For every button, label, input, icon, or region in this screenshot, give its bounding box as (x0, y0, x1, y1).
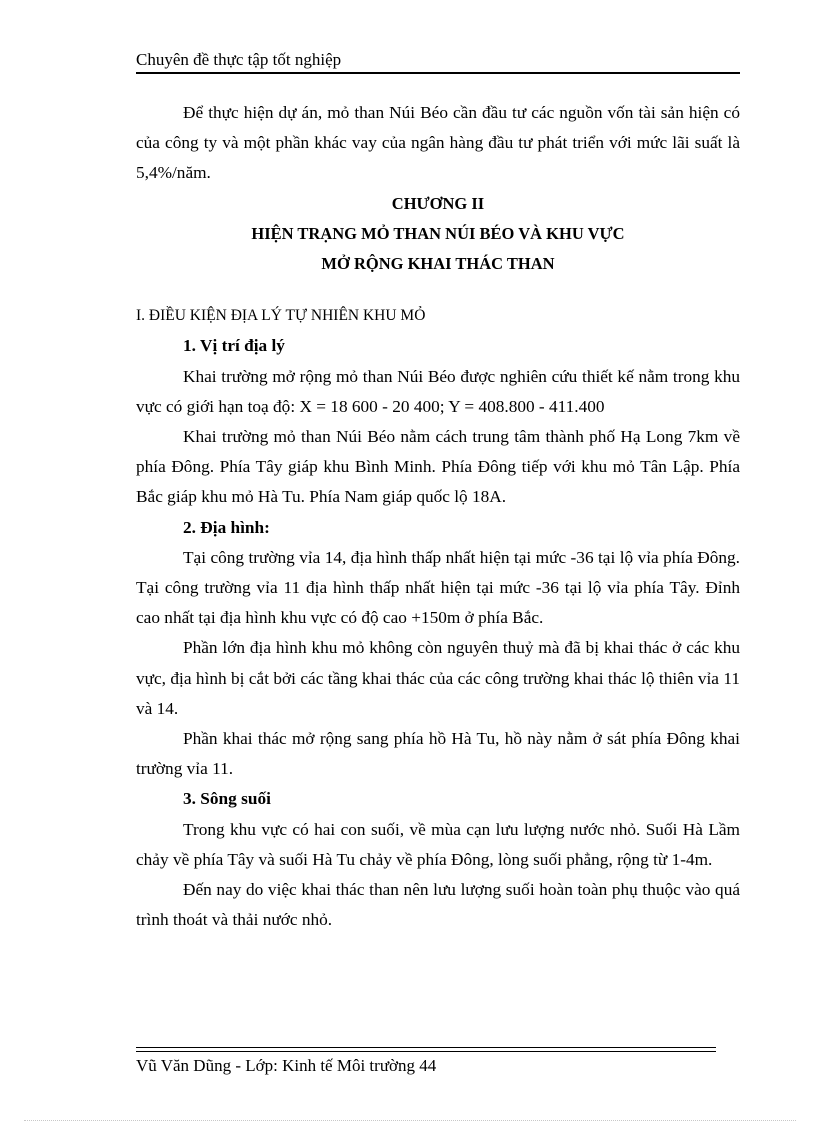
section-title: I. ĐIỀU KIỆN ĐỊA LÝ TỰ NHIÊN KHU MỎ (136, 307, 426, 325)
location-paragraph-2: Khai trường mỏ than Núi Béo nằm cách trung tâm thành phố Hạ Long 7km về phía Đông. Phía Tây giáp khu Bình Minh. Phía Đông tiếp với khu mỏ Tân Lập. Phía Bắc giáp khu mỏ Hà Tu. Phía Nam giáp quốc lộ 18A. (136, 427, 740, 507)
chapter-label: CHƯƠNG II (391, 193, 485, 213)
page-header: Chuyên đề thực tập tốt nghiệp (136, 48, 740, 74)
terrain-paragraph-2: Phần lớn địa hình khu mỏ không còn nguyên thuỷ mà đã bị khai thác ở các khu vực, địa hình bị cắt bởi các tầng khai thác của các công trường khai thác lộ thiên vỉa 11 và 14. (136, 638, 740, 718)
terrain-paragraph-3: Phần khai thác mở rộng sang phía hồ Hà Tu, hồ này nằm ở sát phía Đông khai trường vỉa 11. (136, 729, 740, 779)
streams-paragraph-2: Đến nay do việc khai thác than nên lưu lượng suối hoàn toàn phụ thuộc vào quá trình thoát và thải nước nhỏ. (136, 880, 740, 930)
subsection-title-location: 1. Vị trí địa lý (183, 336, 285, 356)
page-footer: Vũ Văn Dũng - Lớp: Kinh tế Môi trường 44 (136, 1056, 437, 1075)
footer-divider (136, 1047, 716, 1052)
intro-paragraph: Để thực hiện dự án, mỏ than Núi Béo cần đầu tư các nguồn vốn tài sản hiện có của công ty và một phần khác vay của ngân hàng đầu tư phát triển với mức lãi suất là 5,4%/năm. (136, 103, 740, 183)
page-edge-line (24, 1120, 796, 1121)
streams-paragraph-1: Trong khu vực có hai con suối, về mùa cạn lưu lượng nước nhỏ. Suối Hà Lầm chảy về phía Tây và suối Hà Tu chảy về phía Đông, lòng suối phẳng, rộng từ 1-4m. (136, 819, 740, 869)
chapter-title-line2: MỞ RỘNG KHAI THÁC THAN (321, 254, 555, 274)
chapter-title-line1: HIỆN TRẠNG MỎ THAN NÚI BÉO VÀ KHU VỰC (251, 223, 625, 243)
terrain-paragraph-1: Tại công trường vỉa 14, địa hình thấp nhất hiện tại mức -36 tại lộ vỉa phía Đông. Tại công trường vỉa 11 địa hình thấp nhất hiện tại mức -36 tại lộ vỉa phía Tây. Đỉnh cao nhất tại địa hình khu vực có độ cao +150m ở phía Bắc. (136, 547, 740, 628)
document-body (136, 98, 740, 935)
subsection-title-streams: 3. Sông suối (183, 789, 271, 809)
location-paragraph-1: Khai trường mở rộng mỏ than Núi Béo được nghiên cứu thiết kế nằm trong khu vực có giới hạn toạ độ: X = 18 600 - 20 400; Y = 408.800 - 411.400 (136, 366, 740, 416)
subsection-title-terrain: 2. Địa hình: (183, 517, 270, 537)
